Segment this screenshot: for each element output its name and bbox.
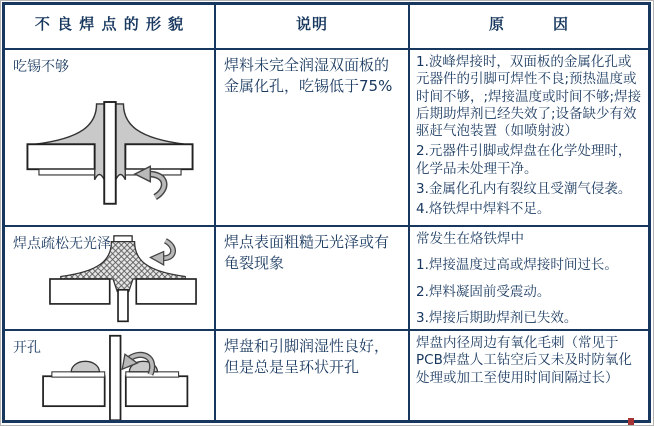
solder-dome-left xyxy=(71,361,99,372)
pcb-board-left xyxy=(49,279,109,304)
header-description-label: 说明 xyxy=(295,15,328,33)
cause-item: 2.元器件引脚或焊盘在化学处理时，化学品未处理干净。 xyxy=(416,143,632,177)
header-description xyxy=(216,5,410,50)
header-shape-label: 不 良 焊 点 的 形 貌 xyxy=(34,15,185,33)
row2-description-text: 焊点表面粗糙无光泽或有龟裂现象 xyxy=(224,233,390,273)
row1-description-cell xyxy=(216,50,410,227)
component-pin xyxy=(109,336,120,420)
component-pin xyxy=(118,290,128,322)
pad-strip-left xyxy=(51,372,104,377)
insufficient-tinning-svg xyxy=(14,88,206,212)
pcb-board-right xyxy=(125,376,187,406)
cause-item: 1.波峰焊接时，双面板的金属化孔或元器件的引脚可焊性不良;预热温度或时间不够，;焊接温度或时间不够;焊接后期助焊剂已经失效了;设备缺少有效驱赶气泡装置（如喷射波） xyxy=(416,54,642,140)
curved-arrow-icon xyxy=(150,241,173,265)
pcb-board-left xyxy=(43,376,105,406)
red-cursor-mark xyxy=(628,418,634,426)
header-cause xyxy=(410,5,648,50)
cause-item: 3.金属化孔内有裂纹且受潮气侵袭。 xyxy=(416,180,632,197)
row3-shape-label: 开孔 xyxy=(13,340,41,356)
row3-shape-cell xyxy=(5,331,216,420)
row1-shape-label: 吃锡不够 xyxy=(13,59,69,75)
cause-item: 焊盘内径周边有氧化毛刺（常见于PCB焊盘人工钻空后又未及时防氧化处理或加工至使用时间间隔过长） xyxy=(416,335,632,386)
cause-item: 4.烙铁焊中焊料不足。 xyxy=(416,201,551,218)
row3-description-cell xyxy=(216,331,410,420)
pcb-board-left xyxy=(27,144,94,169)
row3-description-text: 焊盘和引脚润湿性良好，但是总是呈环状开孔 xyxy=(224,337,390,377)
pad-strip-left xyxy=(38,169,94,175)
cause-item: 常发生在烙铁焊中 xyxy=(416,231,524,247)
row3-cause-cell xyxy=(410,331,648,420)
header-shape xyxy=(5,5,216,50)
pcb-board-right xyxy=(125,144,192,169)
row2-shape-label: 焊点疏松无光泽 xyxy=(13,236,111,252)
component-pin xyxy=(104,102,116,204)
cause-item: 2.焊料凝固前受震动。 xyxy=(416,283,551,300)
row2-shape-cell xyxy=(5,227,216,331)
row1-description-text: 焊料未完全润湿双面板的金属化孔，吃锡低于75% xyxy=(224,56,393,96)
row2-cause-cell xyxy=(410,227,648,331)
pcb-board-right xyxy=(136,279,196,304)
row1-cause-cell xyxy=(410,50,648,227)
cause-item: 3.焊接后期助焊剂已失效。 xyxy=(416,309,578,326)
cause-item: 1.焊接温度过高或焊接时间过长。 xyxy=(416,257,618,274)
defect-table xyxy=(2,2,651,423)
row1-shape-cell xyxy=(5,50,216,227)
header-cause-label: 原 因 xyxy=(488,15,569,33)
row2-description-cell xyxy=(216,227,410,331)
ring-void-svg xyxy=(36,334,198,420)
insufficient-tinning-diagram xyxy=(5,50,214,225)
